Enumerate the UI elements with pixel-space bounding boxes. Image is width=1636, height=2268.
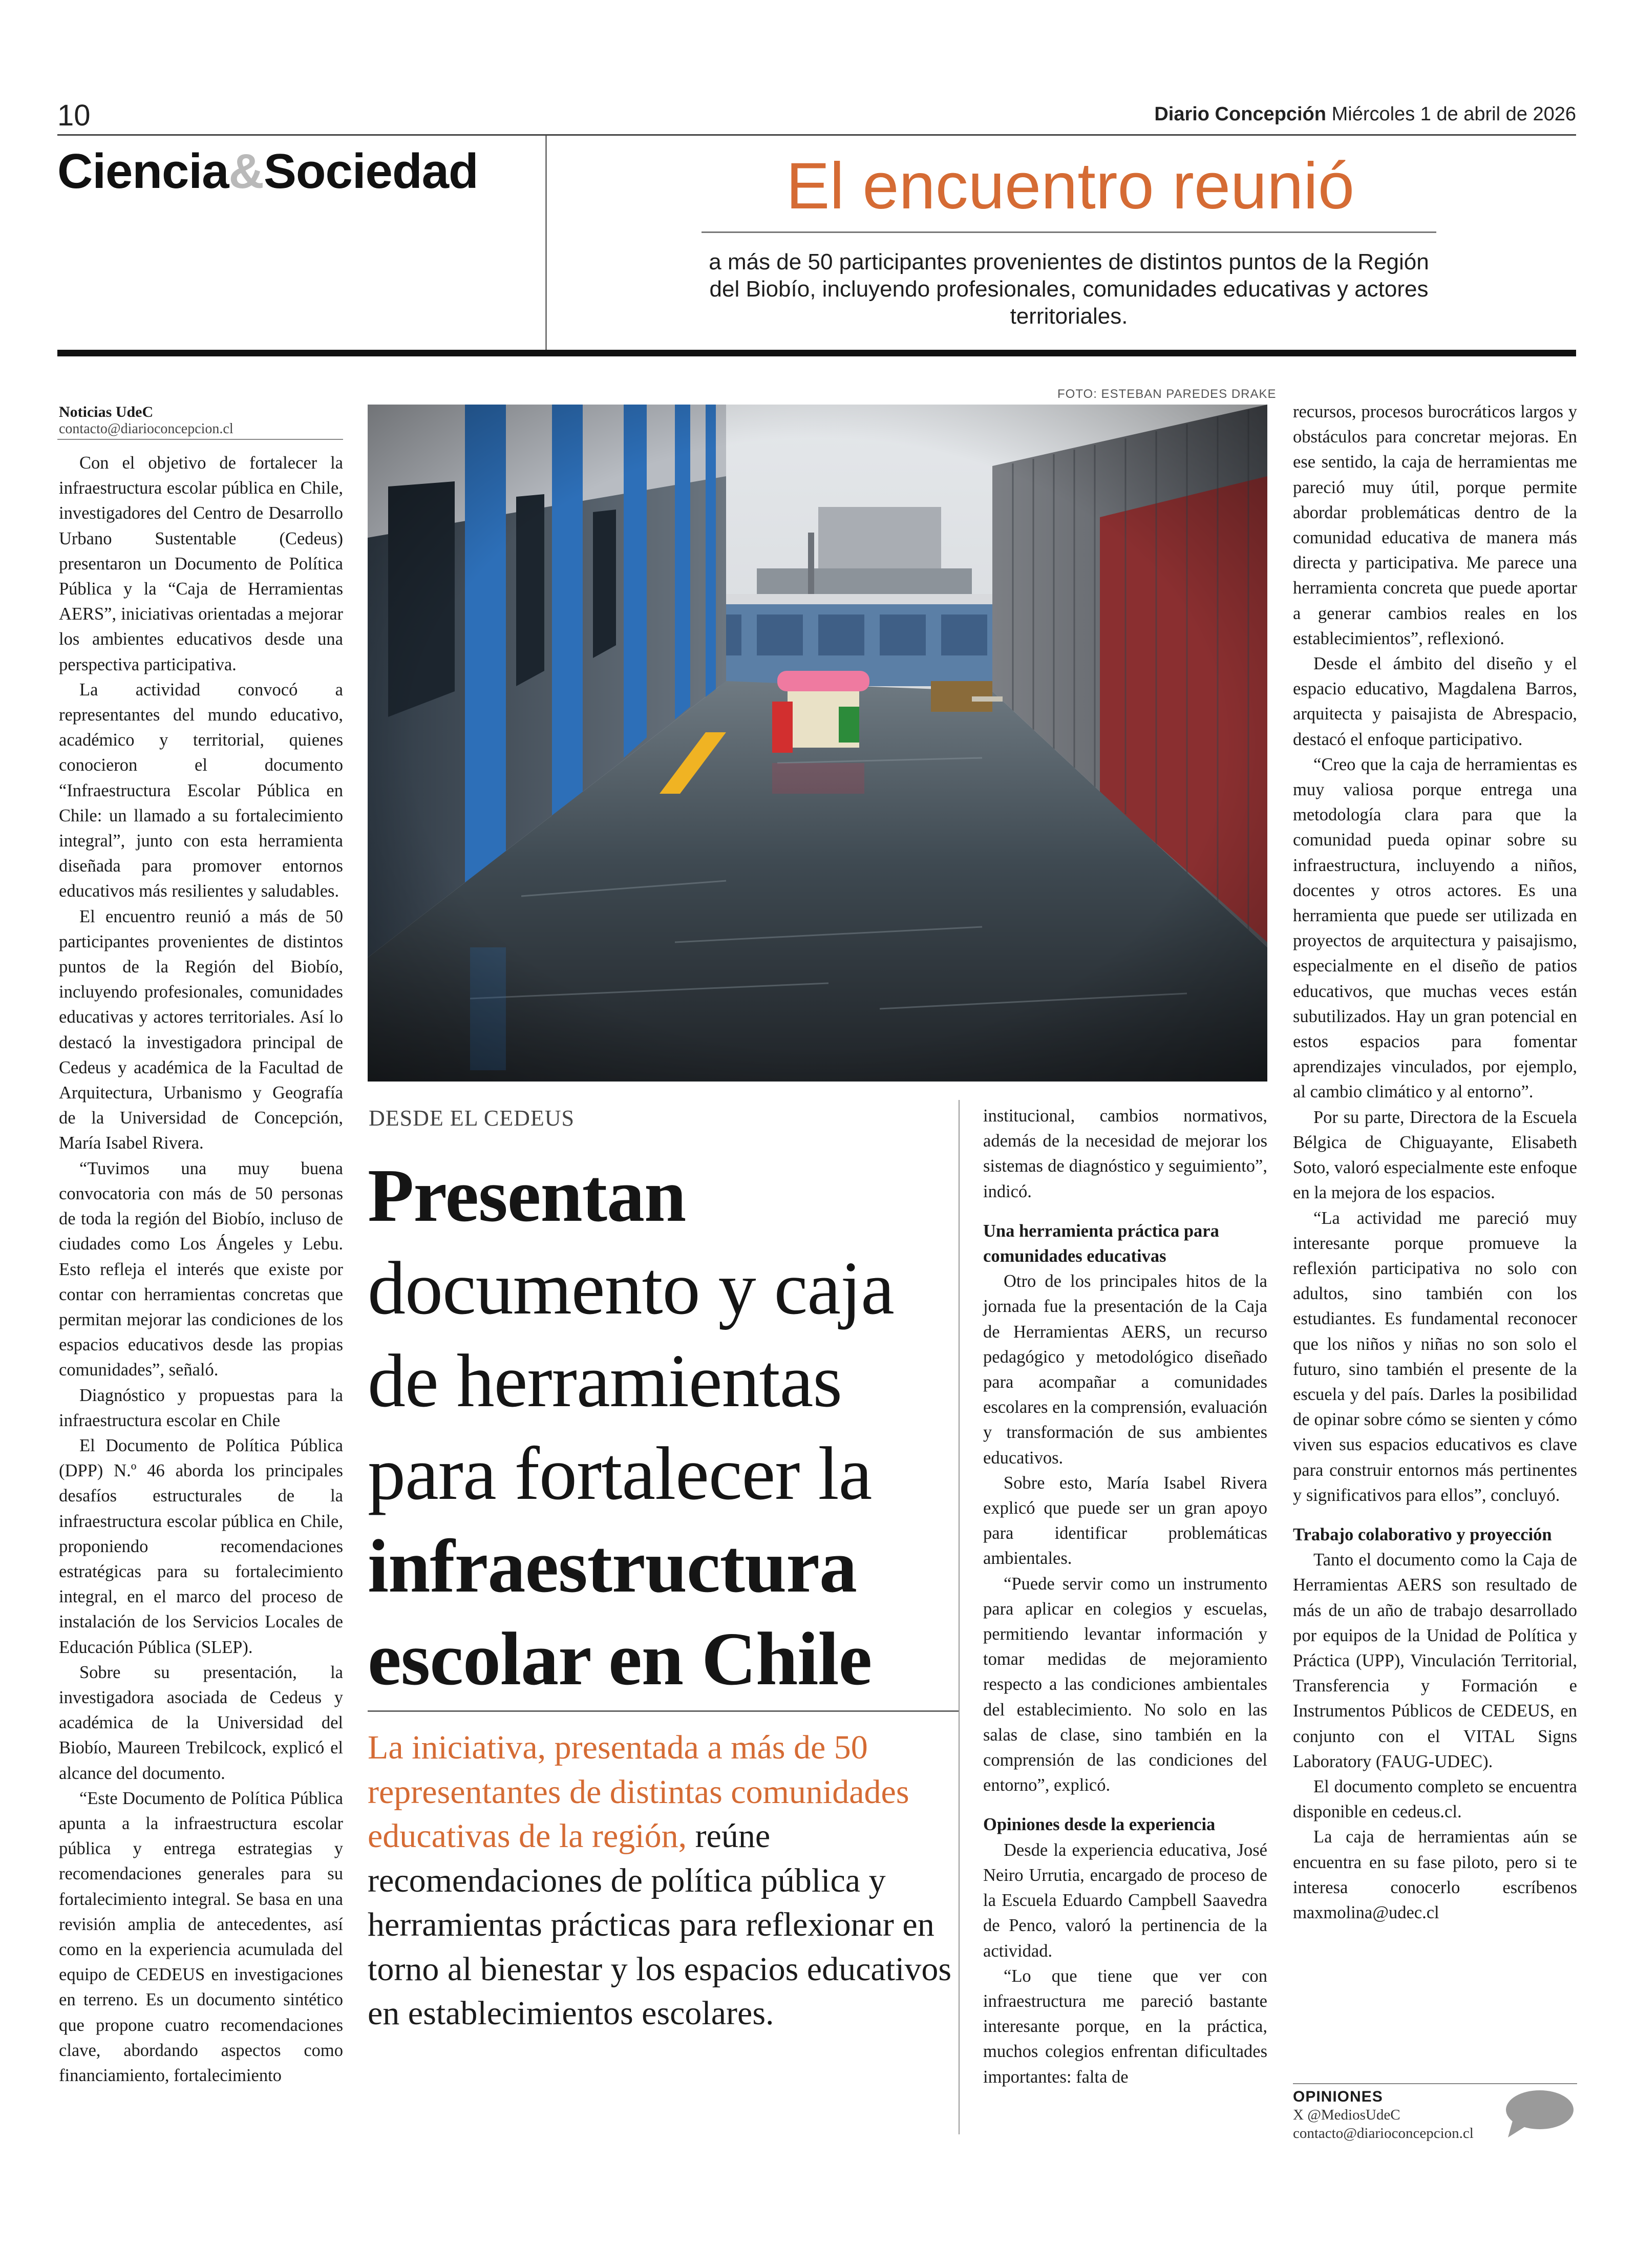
paragraph: “Lo que tiene que ver con infraestructura me pareció bastante interesante porque, en la práctica, muchos colegios enfrentan dificultades importantes: falta de <box>983 1966 1267 2087</box>
pullquote-rule <box>702 231 1436 233</box>
article-deck <box>368 1726 977 2036</box>
section-title-sociedad: Sociedad <box>263 144 478 199</box>
paragraph: Diagnóstico y propuestas para la infraestructura escolar en Chile <box>59 1385 343 1430</box>
byline-name: Noticias UdeC <box>59 404 154 420</box>
pullquote-body: a más de 50 participantes provenientes de distintos puntos de la Región del Biobío, incluyendo profesionales, comunidades educativas y actores territoriales. <box>709 249 1429 329</box>
paragraph: El Documento de Política Pública (DPP) N.º 46 aborda los principales desafíos estructurales de la infraestructura escolar pública en Chile, proponiendo recomendaciones estratégicas para su fortalecimiento integral, en el marco del proceso de instalación de los Servicios Locales de Educación Pública (SLEP). <box>59 1435 343 1657</box>
paragraph: Desde el ámbito del diseño y el espacio educativo, Magdalena Barros, arquitecta y paisajista de Abrespacio, destacó el enfoque participativo. <box>1293 654 1577 749</box>
paragraph: Desde la experiencia educativa, José Neiro Urrutia, encargado de proceso de la Escuela Eduardo Campbell Saavedra de Penco, valoró la pertinencia de la actividad. <box>983 1840 1267 1961</box>
paragraph: “Este Documento de Política Pública apunta a la infraestructura escolar pública y entrega estrategias y recomendaciones generales para su fortalecimiento integral. Se basa en una revisión amplia de antecedentes, así como en la experiencia acumulada del equipo de CEDEUS en investigaciones en terreno. Es un documento sintético que propone cuatro recomendaciones clave, abordando aspectos como financiamiento, fortalecimiento <box>59 1788 343 2085</box>
photo-credit: FOTO: ESTEBAN PAREDES DRAKE <box>1057 387 1277 401</box>
article-column-1 <box>59 451 343 2088</box>
masthead <box>1154 103 1576 125</box>
byline-rule <box>57 439 343 440</box>
subheading: Una herramienta práctica para comunidades educativas <box>983 1221 1219 1266</box>
paragraph: “Tuvimos una muy buena convocatoria con más de 50 personas de toda la región del Biobío, incluso de ciudades como Los Ángeles y Lebu. Esto refleja el interés que existe por contar con herramientas concretas que permitan mejorar las condiciones de los espacios educativos desde las propias comunidades”, señaló. <box>59 1158 343 1380</box>
article-headline <box>368 1150 977 1706</box>
header-divider <box>545 136 547 351</box>
headline-emphasis: infraestructura escolar en Chile <box>368 1524 872 1701</box>
paragraph: recursos, procesos burocráticos largos y obstáculos para concretar mejoras. En ese sentido, la caja de herramientas me pareció muy útil, porque permite abordar problemáticas dentro de la comunidad educativa de manera más directa y participativa. Me parece una herramienta concreta que puede aportar a generar cambios reales en los establecimientos”, reflexionó. <box>1293 402 1577 648</box>
paragraph: institucional, cambios normativos, además de la necesidad de mejorar los sistemas de diagnóstico y seguimiento”, indicó. <box>983 1106 1267 1201</box>
section-title-ciencia: Ciencia <box>57 144 229 199</box>
footer-email[interactable]: contacto@diarioconcepcion.cl <box>1293 2125 1474 2142</box>
headline-first-word: Presentan <box>368 1154 686 1238</box>
section-title-ampersand: & <box>228 144 264 199</box>
paragraph: El documento completo se encuentra disponible en cedeus.cl. <box>1293 1776 1577 1822</box>
article-kicker: DESDE EL CEDEUS <box>369 1106 575 1131</box>
paragraph: Tanto el documento como la Caja de Herramientas AERS son resultado de más de un año de trabajo desarrollado por equipos de la Unidad de Política y Práctica (UPP), Vinculación Territorial, Transferencia y Formación e Instrumentos Públicos de CEDEUS, en conjunto con el VITAL Signs Laboratory (FAUG-UDEC). <box>1293 1550 1577 1771</box>
subheading: Trabajo colaborativo y proyección <box>1293 1524 1552 1544</box>
flooded-schoolyard-photo <box>368 405 1267 1082</box>
issue-date: Miércoles 1 de abril de 2026 <box>1331 103 1576 125</box>
footer-social-handle[interactable]: X @MediosUdeC <box>1293 2107 1400 2123</box>
headline-middle: documento y caja de herramientas para fortalecer la <box>368 1246 894 1516</box>
header-bottom-rule <box>57 350 1576 356</box>
deck-highlight: La iniciativa, presentada a más de 50 representantes de distintas comunidades educativas de la región, <box>368 1729 909 1855</box>
paragraph: El encuentro reunió a más de 50 participantes provenientes de distintos puntos de la Región del Biobío, incluyendo profesionales, comunidades educativas y actores territoriales. Así lo destacó la investigadora principal de Cedeus y académica de la Facultad de Arquitectura, Urbanismo y Geografía de la Universidad de Concepción, María Isabel Rivera. <box>59 906 343 1153</box>
article-column-4 <box>1293 399 1577 1925</box>
byline-email[interactable]: contacto@diarioconcepcion.cl <box>59 421 233 437</box>
paragraph: Sobre esto, María Isabel Rivera explicó que puede ser un gran apoyo para identificar problemáticas ambientales. <box>983 1473 1267 1568</box>
footer-label: OPINIONES <box>1293 2088 1383 2105</box>
top-rule <box>57 134 1576 136</box>
article-column-3 <box>983 1104 1267 2090</box>
footer-rule <box>1293 2083 1577 2084</box>
pullquote-title: El encuentro reunió <box>785 150 1355 223</box>
deck-text: reúne recomendaciones de política pública y herramientas prácticas para reflexionar en torno al bienestar y los espacios educativos en establecimientos escolares. <box>368 1817 952 2032</box>
newspaper-name: Diario Concepción <box>1154 103 1327 125</box>
paragraph: “Creo que la caja de herramientas es muy valiosa porque entrega una metodología clara para que la comunidad pueda opinar sobre su infraestructura, incluyendo a niños, docentes y otros actores. Es una herramienta que puede ser utilizada en proyectos de arquitectura y paisajismo, especialmente en el diseño de patios educativos, que muchas veces están subutilizados. Hay un gran potencial en estos espacios para fomentar aprendizajes vinculados, por ejemplo, al cambio climático y al entorno”. <box>1293 754 1577 1102</box>
paragraph: La actividad convocó a representantes del mundo educativo, académico y territorial, quienes conocieron el documento “Infraestructura Escolar Pública en Chile: un llamado a su fortalecimiento integral”, junto con esta herramienta diseñada para promover entornos educativos más resilientes y saludables. <box>59 680 343 901</box>
section-title <box>57 143 478 200</box>
paragraph: Sobre su presentación, la investigadora asociada de Cedeus y académica de la Universidad del Biobío, Maureen Trebilcock, explicó el alcance del documento. <box>59 1662 343 1783</box>
column-divider <box>959 1100 960 2134</box>
page-number: 10 <box>57 99 91 132</box>
paragraph: Otro de los principales hitos de la jornada fue la presentación de la Caja de Herramientas AERS, un recurso pedagógico y metodológico diseñado para acompañar a comunidades escolares en la comprensión, evaluación y transformación de sus ambientes educativos. <box>983 1271 1267 1468</box>
subheading: Opiniones desde la experiencia <box>983 1815 1216 1835</box>
headline-rule <box>368 1710 959 1712</box>
speech-bubble-icon <box>1503 2088 1575 2139</box>
paragraph: Por su parte, Directora de la Escuela Bélgica de Chiguayante, Elisabeth Soto, valoró especialmente este enfoque en la mejora de los espacios. <box>1293 1107 1577 1203</box>
paragraph: “La actividad me pareció muy interesante porque promueve la reflexión participativa no solo con adultos, sino también con los estudiantes. Es fundamental reconocer que los niños y niñas no son solo el futuro, sino también el presente de la escuela y del país. Darles la posibilidad de opinar sobre cómo se sienten y cómo viven sus espacios educativos es clave para construir entornos más pertinentes y significativos para ellos”, concluyó. <box>1293 1208 1577 1505</box>
paragraph: “Puede servir como un instrumento para aplicar en colegios y escuelas, permitiendo levantar información y tomar medidas de mejoramiento respecto a las condiciones ambientales del establecimiento. No solo en las salas de clase, sino también en la comprensión de las condiciones del entorno”, explicó. <box>983 1574 1267 1795</box>
paragraph: Con el objetivo de fortalecer la infraestructura escolar pública en Chile, investigadores del Centro de Desarrollo Urbano Sustentable (Cedeus) presentaron un Documento de Política Pública y la “Caja de Herramientas AERS”, iniciativas orientadas a mejorar los ambientes educativos desde una perspectiva participativa. <box>59 453 343 674</box>
paragraph: La caja de herramientas aún se encuentra en su fase piloto, pero si te interesa conocerlo escríbenos maxmolina@udec.cl <box>1293 1827 1577 1922</box>
